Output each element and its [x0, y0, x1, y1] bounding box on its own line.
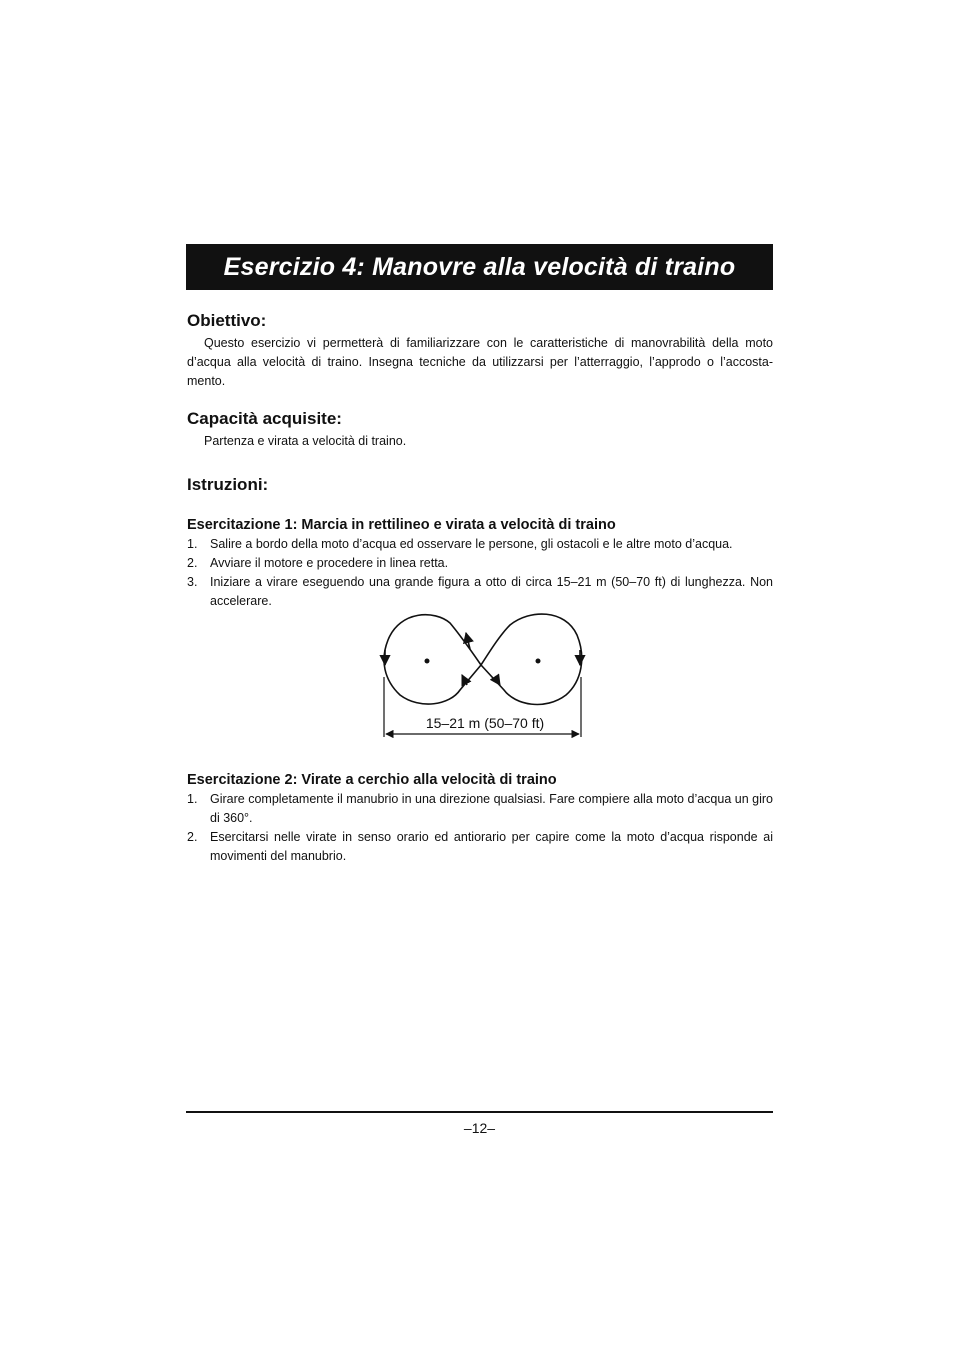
objective-heading: Obiettivo:: [187, 311, 267, 330]
page-number: –12–: [463, 1120, 496, 1136]
list-item: 3. Iniziare a virare eseguendo una grande figura a otto di circa 15–21 m (50–70 ft) di lunghezza. Non accelerare.: [187, 575, 773, 608]
exercise2-heading: Esercitazione 2: Virate a cerchio alla velocità di traino: [187, 772, 557, 788]
page-title: Esercizio 4: Manovre alla velocità di traino: [223, 252, 736, 281]
right-center-dot: [536, 659, 541, 664]
skills-text: Partenza e virata a velocità di traino.: [204, 434, 407, 448]
exercise1-list: [187, 535, 773, 611]
list-item: 1. Girare completamente il manubrio in una direzione qualsiasi. Fare compiere alla moto d’acqua un giro di 360°.: [187, 792, 773, 825]
right-loop-path: [481, 614, 582, 704]
left-loop-path: [384, 615, 481, 704]
list-item: 2. Esercitarsi nelle virate in senso orario ed antiorario per capire come la moto d’acqua risponde ai movimenti del manubrio.: [187, 830, 773, 863]
footer-rule: [186, 1111, 773, 1113]
dimension-label: 15–21 m (50–70 ft): [425, 715, 545, 731]
exercise2-section: [187, 772, 773, 866]
left-center-dot: [425, 659, 430, 664]
list-item: 2. Avviare il motore e procedere in linea retta.: [187, 556, 449, 570]
figure-eight-diagram: [370, 605, 600, 745]
instructions-heading: Istruzioni:: [187, 475, 269, 494]
objective-text: Questo esercizio vi permetterà di familiarizzare con le caratteristiche di manovrabilità della moto d’acqua alla velocità di traino. Insegna tecniche da utilizzarsi per l’atterraggio, l’approdo o l’accosta-mento.: [187, 336, 773, 388]
main-content: [187, 310, 773, 611]
list-item: 1. Salire a bordo della moto d’acqua ed osservare le persone, gli ostacoli e le altre moto d’acqua.: [187, 537, 733, 551]
skills-heading: Capacità acquisite:: [187, 409, 342, 428]
exercise1-heading: Esercitazione 1: Marcia in rettilineo e virata a velocità di traino: [187, 517, 616, 533]
exercise2-list: [187, 790, 773, 866]
title-banner: [186, 244, 773, 290]
